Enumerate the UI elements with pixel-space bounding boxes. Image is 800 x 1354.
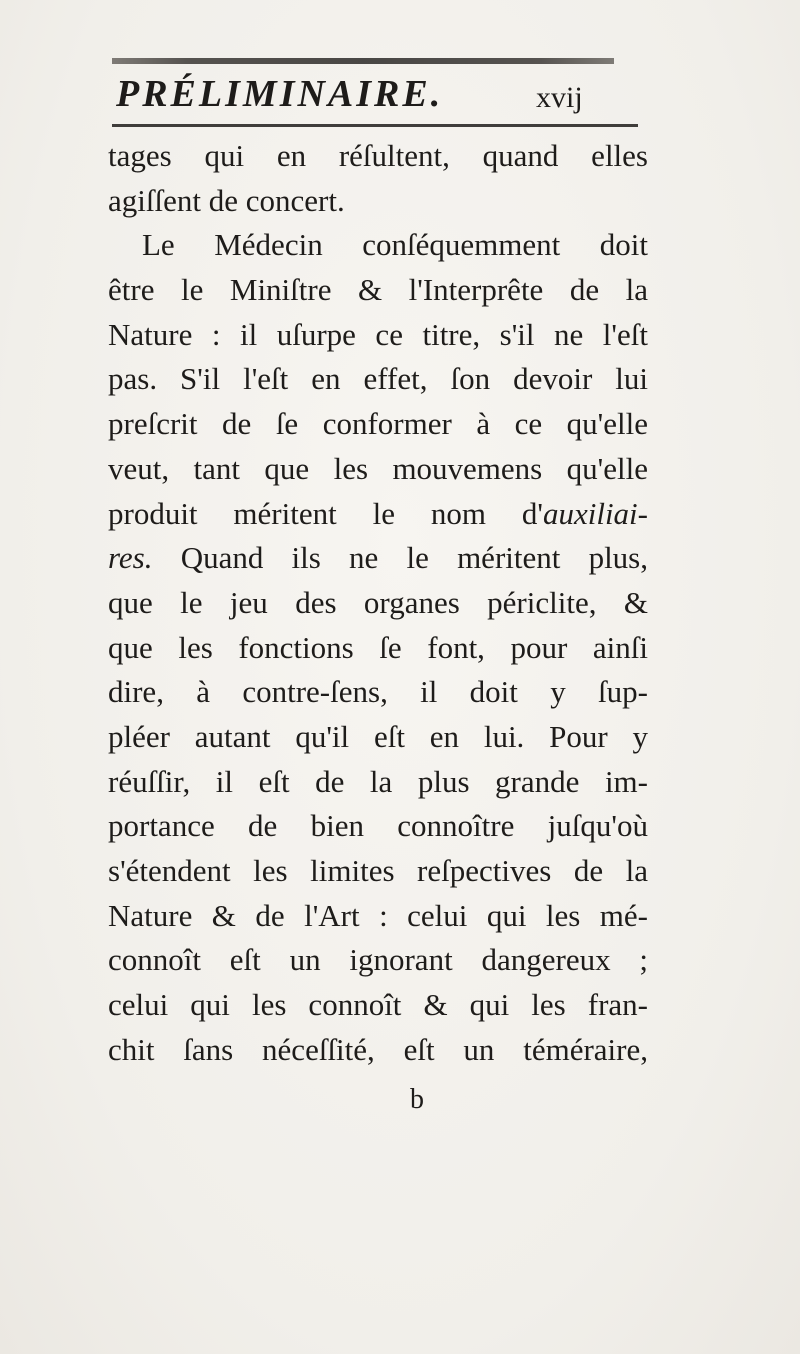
page-number: xvij [536, 81, 583, 114]
text-line: Le Médecin conſéquemment doit [142, 227, 648, 263]
text-line: celui qui les connoît & qui les fran- [108, 987, 648, 1023]
text-line: Nature & de l'Art : celui qui les mé- [108, 897, 648, 933]
text-line: que les fonctions ſe font, pour ainſi [108, 629, 648, 665]
signature-mark: b [410, 1084, 424, 1115]
text-line: agiſſent de concert. [108, 182, 345, 218]
text-segment: produit méritent le nom d' [108, 495, 543, 531]
text-line: preſcrit de ſe conformer à ce qu'elle [108, 406, 648, 442]
text-line [108, 492, 648, 537]
text-line: chit ſans néceſſité, eſt un téméraire, [108, 1031, 648, 1067]
text-line: portance de bien connoître juſqu'où [108, 808, 648, 844]
italic-term: auxiliai- [542, 495, 648, 531]
text-line: tages qui en réſultent, quand elles [108, 138, 648, 173]
top-ornamental-rule [112, 58, 614, 64]
body-text [108, 134, 648, 1072]
text-line [108, 536, 648, 581]
header-rule [112, 124, 638, 127]
italic-term-continued: res. [108, 540, 153, 576]
text-line: être le Miniſtre & l'Interprête de la [108, 272, 648, 308]
text-line: pas. S'il l'eſt en effet, ſon devoir lui [108, 361, 648, 397]
text-line: dire, à contre-ſens, il doit y ſup- [108, 674, 648, 710]
text-segment: Quand ils ne le méritent plus, [152, 540, 648, 576]
text-line: que le jeu des organes périclite, & [108, 584, 648, 620]
text-line: pléer autant qu'il eſt en lui. Pour y [108, 718, 648, 754]
text-line: s'étendent les limites reſpectives de la [108, 853, 648, 888]
text-line: veut, tant que les mouvemens qu'elle [108, 450, 648, 486]
running-head: PRÉLIMINAIRE. [116, 73, 444, 115]
text-line: connoît eſt un ignorant dangereux ; [108, 942, 648, 978]
page-header [100, 70, 640, 124]
text-line: Nature : il uſurpe ce titre, s'il ne l'eſt [108, 316, 648, 352]
text-line: réuſſir, il eſt de la plus grande im- [108, 763, 648, 799]
